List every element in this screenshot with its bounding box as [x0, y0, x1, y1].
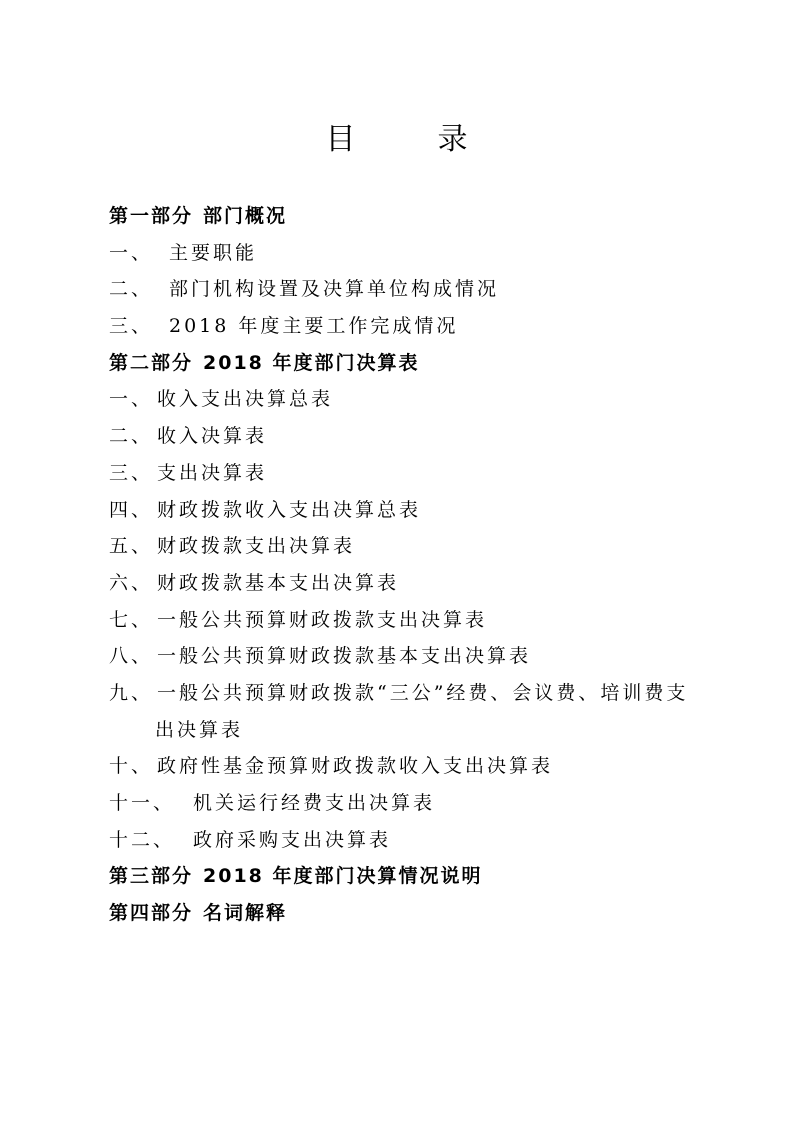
toc-item-title: 政府采购支出决算表	[193, 828, 392, 851]
part-title: 2018 年度部门决算表	[203, 351, 420, 374]
toc-item-title: 财政拨款基本支出决算表	[157, 571, 400, 594]
toc-part-4[interactable]	[109, 895, 709, 932]
toc-item-number: 一、	[109, 241, 154, 264]
toc-item[interactable]	[109, 675, 709, 712]
toc-item-title: 机关运行经费支出决算表	[193, 792, 436, 814]
toc-item-number: 六、	[109, 571, 154, 594]
toc-item[interactable]	[109, 638, 709, 675]
toc-item-number: 九、	[109, 681, 154, 704]
part-title: 2018 年度部门决算情况说明	[203, 865, 483, 888]
toc-item[interactable]	[109, 528, 709, 565]
toc-item-title: 一般公共预算财政拨款基本支出决算表	[157, 645, 532, 668]
toc-item-title: 财政拨款支出决算表	[157, 535, 356, 558]
toc-item[interactable]	[109, 455, 709, 492]
part-title: 部门概况	[203, 205, 288, 227]
part-label: 第四部分	[109, 902, 194, 925]
toc-item-number: 八、	[109, 645, 154, 668]
part-label: 第三部分	[109, 865, 194, 888]
table-of-contents	[109, 198, 709, 932]
toc-item[interactable]	[109, 785, 709, 822]
toc-item-title: 收入决算表	[157, 425, 268, 448]
toc-item-title: 支出决算表	[157, 461, 268, 484]
toc-item-title: 一般公共预算财政拨款“三公”经费、会议费、培训费支	[157, 681, 689, 704]
toc-part-3[interactable]	[109, 858, 709, 895]
toc-item-number: 二、	[109, 278, 154, 301]
toc-item[interactable]	[109, 748, 709, 785]
toc-item-title: 部门机构设置及决算单位构成情况	[169, 278, 500, 301]
toc-item-number: 十、	[109, 755, 154, 778]
toc-item[interactable]	[109, 602, 709, 639]
toc-item-number: 五、	[109, 535, 154, 558]
toc-part-1[interactable]	[109, 198, 709, 235]
toc-item[interactable]	[109, 381, 709, 418]
toc-item[interactable]	[109, 308, 709, 345]
toc-item-number: 二、	[109, 425, 154, 448]
toc-item[interactable]	[109, 565, 709, 602]
toc-item-title: 一般公共预算财政拨款支出决算表	[157, 608, 488, 631]
part-label: 第一部分	[109, 205, 194, 227]
part-title: 名词解释	[203, 902, 288, 925]
toc-item-number: 一、	[109, 388, 154, 411]
toc-item-title: 主要职能	[169, 241, 258, 264]
toc-item-title: 政府性基金预算财政拨款收入支出决算表	[157, 755, 554, 778]
part-label: 第二部分	[109, 351, 194, 374]
toc-item-number: 三、	[109, 315, 154, 338]
toc-item[interactable]	[109, 235, 709, 272]
toc-item-number: 十一、	[109, 792, 176, 814]
toc-item-title: 2018 年度主要工作完成情况	[169, 315, 459, 338]
toc-item[interactable]	[109, 822, 709, 859]
toc-item[interactable]	[109, 492, 709, 529]
toc-item-number: 三、	[109, 461, 154, 484]
toc-item-number: 七、	[109, 608, 154, 631]
toc-item-title: 收入支出决算总表	[157, 388, 334, 411]
toc-item-continuation[interactable]	[109, 712, 709, 749]
toc-item[interactable]	[109, 271, 709, 308]
toc-item-title-continued: 出决算表	[155, 718, 244, 741]
toc-item-title: 财政拨款收入支出决算总表	[157, 498, 422, 521]
page-title: 目 录	[325, 122, 494, 157]
toc-item[interactable]	[109, 418, 709, 455]
toc-item-number: 四、	[109, 498, 154, 521]
toc-item-number: 十二、	[109, 828, 176, 851]
toc-part-2[interactable]	[109, 345, 709, 382]
